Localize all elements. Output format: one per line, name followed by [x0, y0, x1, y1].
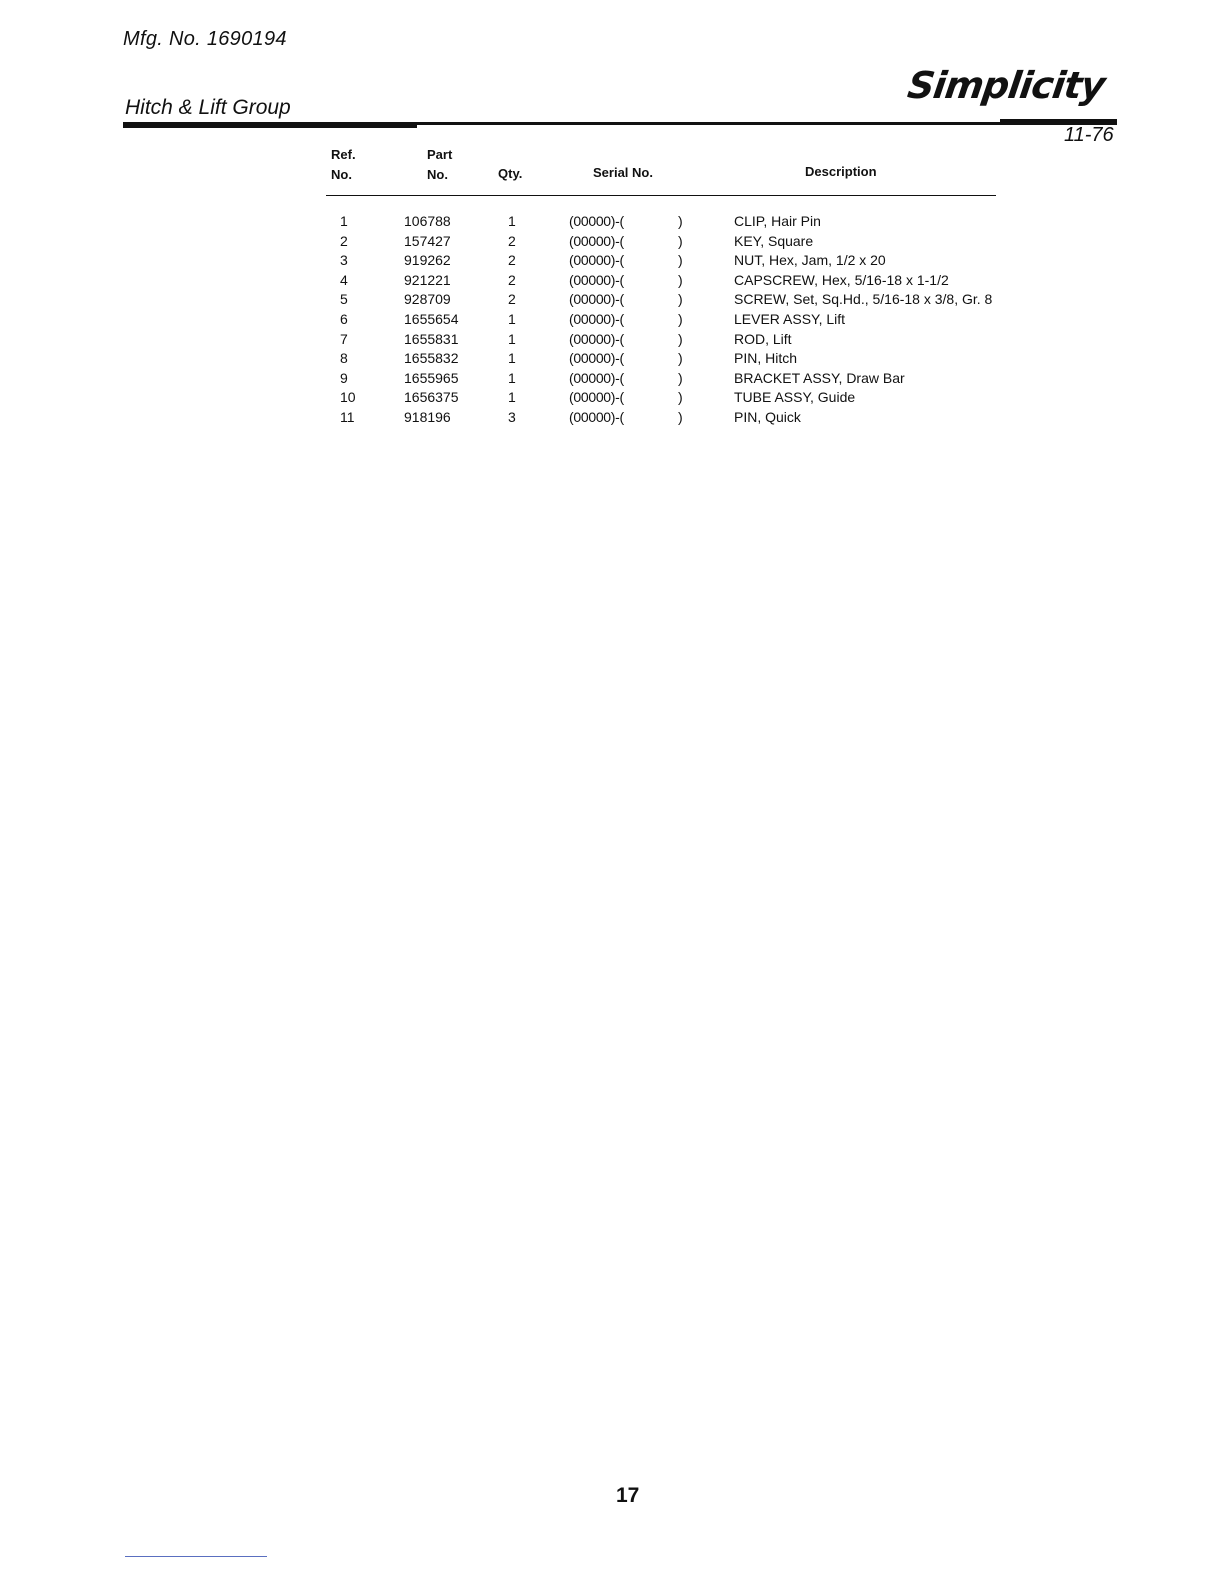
column-header-serial: Serial No. — [593, 165, 653, 180]
column-header-part-line1: Part — [427, 147, 453, 162]
part-number: 106788 — [404, 213, 451, 229]
description: PIN, Hitch — [734, 350, 798, 367]
serial-number: (00000)-( — [569, 291, 624, 308]
quantity: 1 — [508, 389, 516, 406]
table-row — [326, 310, 1046, 330]
serial-number: (00000)-( — [569, 408, 624, 425]
table-row — [326, 251, 1046, 271]
serial-number: (00000)-( — [569, 232, 624, 249]
date-code: 11-76 — [1064, 124, 1114, 146]
serial-close: ) — [678, 369, 683, 386]
serial-close: ) — [678, 252, 683, 269]
quantity: 1 — [508, 369, 516, 386]
table-row — [326, 290, 1046, 310]
brand-logo: Simplicity — [904, 64, 1108, 107]
serial-close: ) — [678, 408, 683, 425]
serial-close: ) — [678, 330, 683, 347]
quantity: 2 — [508, 252, 516, 269]
description: SCREW, Set, Sq.Hd., 5/16-18 x 3/8, Gr. 8 — [734, 291, 993, 308]
description: CAPSCREW, Hex, 5/16-18 x 1-1/2 — [734, 271, 949, 288]
part-number: 1655965 — [404, 369, 459, 386]
quantity: 1 — [508, 213, 516, 229]
table-row — [326, 330, 1046, 350]
ref-number: 6 — [340, 310, 348, 327]
part-number: 919262 — [404, 252, 451, 269]
serial-close: ) — [678, 291, 683, 308]
table-row — [326, 232, 1046, 252]
serial-number: (00000)-( — [569, 310, 624, 327]
column-header-part — [427, 145, 452, 185]
table-row — [326, 271, 1046, 291]
part-number: 928709 — [404, 291, 451, 308]
part-number: 1655654 — [404, 310, 459, 327]
table-row — [326, 369, 1046, 389]
parts-table — [326, 212, 1046, 428]
quantity: 1 — [508, 350, 516, 367]
ref-number: 2 — [340, 232, 348, 249]
description: CLIP, Hair Pin — [734, 213, 821, 229]
quantity: 1 — [508, 310, 516, 327]
serial-number: (00000)-( — [569, 330, 624, 347]
ref-number: 7 — [340, 330, 348, 347]
ref-number: 11 — [340, 408, 355, 425]
serial-number: (00000)-( — [569, 252, 624, 269]
ref-number: 1 — [340, 213, 348, 229]
column-header-ref-line2: No. — [331, 167, 352, 182]
part-number: 921221 — [404, 271, 451, 288]
serial-number: (00000)-( — [569, 389, 624, 406]
description: KEY, Square — [734, 232, 814, 249]
ref-number: 5 — [340, 291, 348, 308]
serial-close: ) — [678, 389, 683, 406]
footnote-rule — [125, 1556, 267, 1557]
table-row — [326, 408, 1046, 428]
column-header-part-line2: No. — [427, 167, 448, 182]
column-header-ref-line1: Ref. — [331, 147, 356, 162]
column-header-description: Description — [805, 164, 877, 179]
header-rule-right — [1000, 119, 1117, 122]
serial-number: (00000)-( — [569, 271, 624, 288]
ref-number: 4 — [340, 271, 348, 288]
ref-number: 3 — [340, 252, 348, 269]
serial-close: ) — [678, 232, 683, 249]
serial-close: ) — [678, 350, 683, 367]
page-number: 17 — [616, 1484, 640, 1507]
serial-number: (00000)-( — [569, 213, 624, 229]
serial-close: ) — [678, 310, 683, 327]
quantity: 2 — [508, 232, 516, 249]
quantity: 3 — [508, 408, 516, 425]
quantity: 2 — [508, 291, 516, 308]
description: TUBE ASSY, Guide — [734, 389, 856, 406]
quantity: 2 — [508, 271, 516, 288]
part-number: 1655831 — [404, 330, 459, 347]
serial-number: (00000)-( — [569, 369, 624, 386]
table-row — [326, 349, 1046, 369]
description: BRACKET ASSY, Draw Bar — [734, 369, 905, 386]
column-header-ref — [331, 145, 356, 185]
part-number: 1656375 — [404, 389, 459, 406]
part-number: 1655832 — [404, 350, 459, 367]
description: NUT, Hex, Jam, 1/2 x 20 — [734, 252, 886, 269]
ref-number: 8 — [340, 350, 348, 367]
description: LEVER ASSY, Lift — [734, 310, 846, 327]
part-number: 918196 — [404, 408, 451, 425]
table-header-rule — [326, 195, 996, 196]
column-header-qty: Qty. — [498, 166, 523, 181]
serial-close: ) — [678, 213, 683, 229]
mfg-number: Mfg. No. 1690194 — [123, 28, 287, 50]
table-row — [326, 212, 1046, 232]
part-number: 157427 — [404, 232, 451, 249]
description: ROD, Lift — [734, 330, 792, 347]
serial-number: (00000)-( — [569, 350, 624, 367]
ref-number: 10 — [340, 389, 356, 406]
ref-number: 9 — [340, 369, 348, 386]
quantity: 1 — [508, 330, 516, 347]
serial-close: ) — [678, 271, 683, 288]
table-row — [326, 388, 1046, 408]
group-title: Hitch & Lift Group — [125, 96, 291, 119]
description: PIN, Quick — [734, 408, 801, 425]
header-rule-thick — [123, 125, 417, 128]
